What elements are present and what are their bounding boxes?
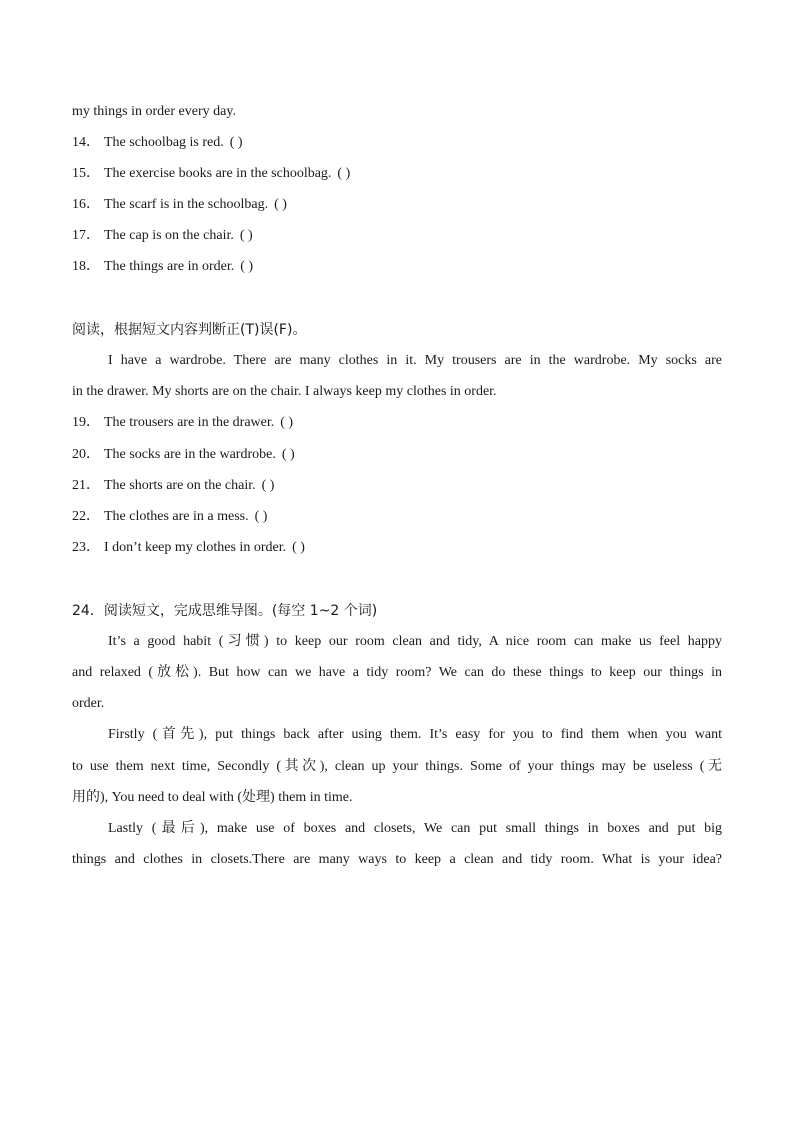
question-number: 20． <box>72 447 100 462</box>
question-23 <box>72 538 722 558</box>
question-number: 14． <box>72 135 100 150</box>
question-17 <box>72 226 722 246</box>
passage-line: and relaxed (放松). But how can we have a tidy room? We can do these things to keep our things in <box>72 665 722 680</box>
question-number: 16． <box>72 197 100 212</box>
passage-line: 用的), You need to deal with (处理) them in time. <box>72 790 353 805</box>
question-number: 19． <box>72 415 100 430</box>
question-14 <box>72 133 722 153</box>
question-number: 21． <box>72 478 100 493</box>
answer-blank[interactable]: ( ) <box>292 540 305 555</box>
answer-blank[interactable]: ( ) <box>261 478 275 493</box>
question-text: The shorts are on the chair. <box>104 478 256 493</box>
answer-blank[interactable]: ( ) <box>274 197 287 212</box>
passage-line: Firstly (首先), put things back after using them. It’s easy for you to find them when you want <box>108 727 722 742</box>
question-text: The scarf is in the schoolbag. <box>104 197 269 212</box>
passage-line: order. <box>72 696 105 711</box>
question-text: The things are in order. <box>104 259 235 274</box>
question-text: The trousers are in the drawer. <box>104 415 275 430</box>
passage-line: It’s a good habit (习惯) to keep our room clean and tidy, A nice room can make us feel happy <box>108 634 722 649</box>
section-heading-mind-map: 24．阅读短文，完成思维导图。(每空 1~2 个词) <box>72 603 378 619</box>
question-number: 22． <box>72 509 100 524</box>
question-number: 23． <box>72 540 100 555</box>
answer-blank[interactable]: ( ) <box>337 166 351 181</box>
question-text: The schoolbag is red. <box>104 135 224 150</box>
question-number: 17． <box>72 228 100 243</box>
question-text: The socks are in the wardrobe. <box>104 447 276 462</box>
question-16 <box>72 195 722 215</box>
answer-blank[interactable]: ( ) <box>280 415 294 430</box>
answer-blank[interactable]: ( ) <box>239 228 253 243</box>
answer-blank[interactable]: ( ) <box>254 509 268 524</box>
answer-blank[interactable]: ( ) <box>281 447 295 462</box>
question-text: I don’t keep my clothes in order. <box>104 540 287 555</box>
passage-line: to use them next time, Secondly (其次), clean up your things. Some of your things may be useless (无 <box>72 759 722 774</box>
previous-passage-tail: my things in order every day. <box>72 104 236 119</box>
question-22 <box>72 507 722 527</box>
passage-line: in the drawer. My shorts are on the chair. I always keep my clothes in order. <box>72 384 497 399</box>
question-21 <box>72 476 722 496</box>
question-number: 18． <box>72 259 100 274</box>
section-heading-true-false: 阅读，根据短文内容判断正(T)误(F)。 <box>72 322 307 338</box>
answer-blank[interactable]: ( ) <box>229 135 243 150</box>
passage-line: things and clothes in closets.There are many ways to keep a clean and tidy room. What is your idea? <box>72 852 722 867</box>
question-text: The clothes are in a mess. <box>104 509 249 524</box>
question-19 <box>72 413 722 433</box>
answer-blank[interactable]: ( ) <box>240 259 254 274</box>
question-20 <box>72 445 722 465</box>
question-text: The exercise books are in the schoolbag. <box>104 166 332 181</box>
question-18 <box>72 257 722 277</box>
question-number: 15． <box>72 166 100 181</box>
question-15 <box>72 164 722 184</box>
passage-line: Lastly (最后), make use of boxes and closets, We can put small things in boxes and put big <box>108 821 722 836</box>
passage-line: I have a wardrobe. There are many clothes in it. My trousers are in the wardrobe. My socks are <box>108 353 722 368</box>
question-text: The cap is on the chair. <box>104 228 234 243</box>
